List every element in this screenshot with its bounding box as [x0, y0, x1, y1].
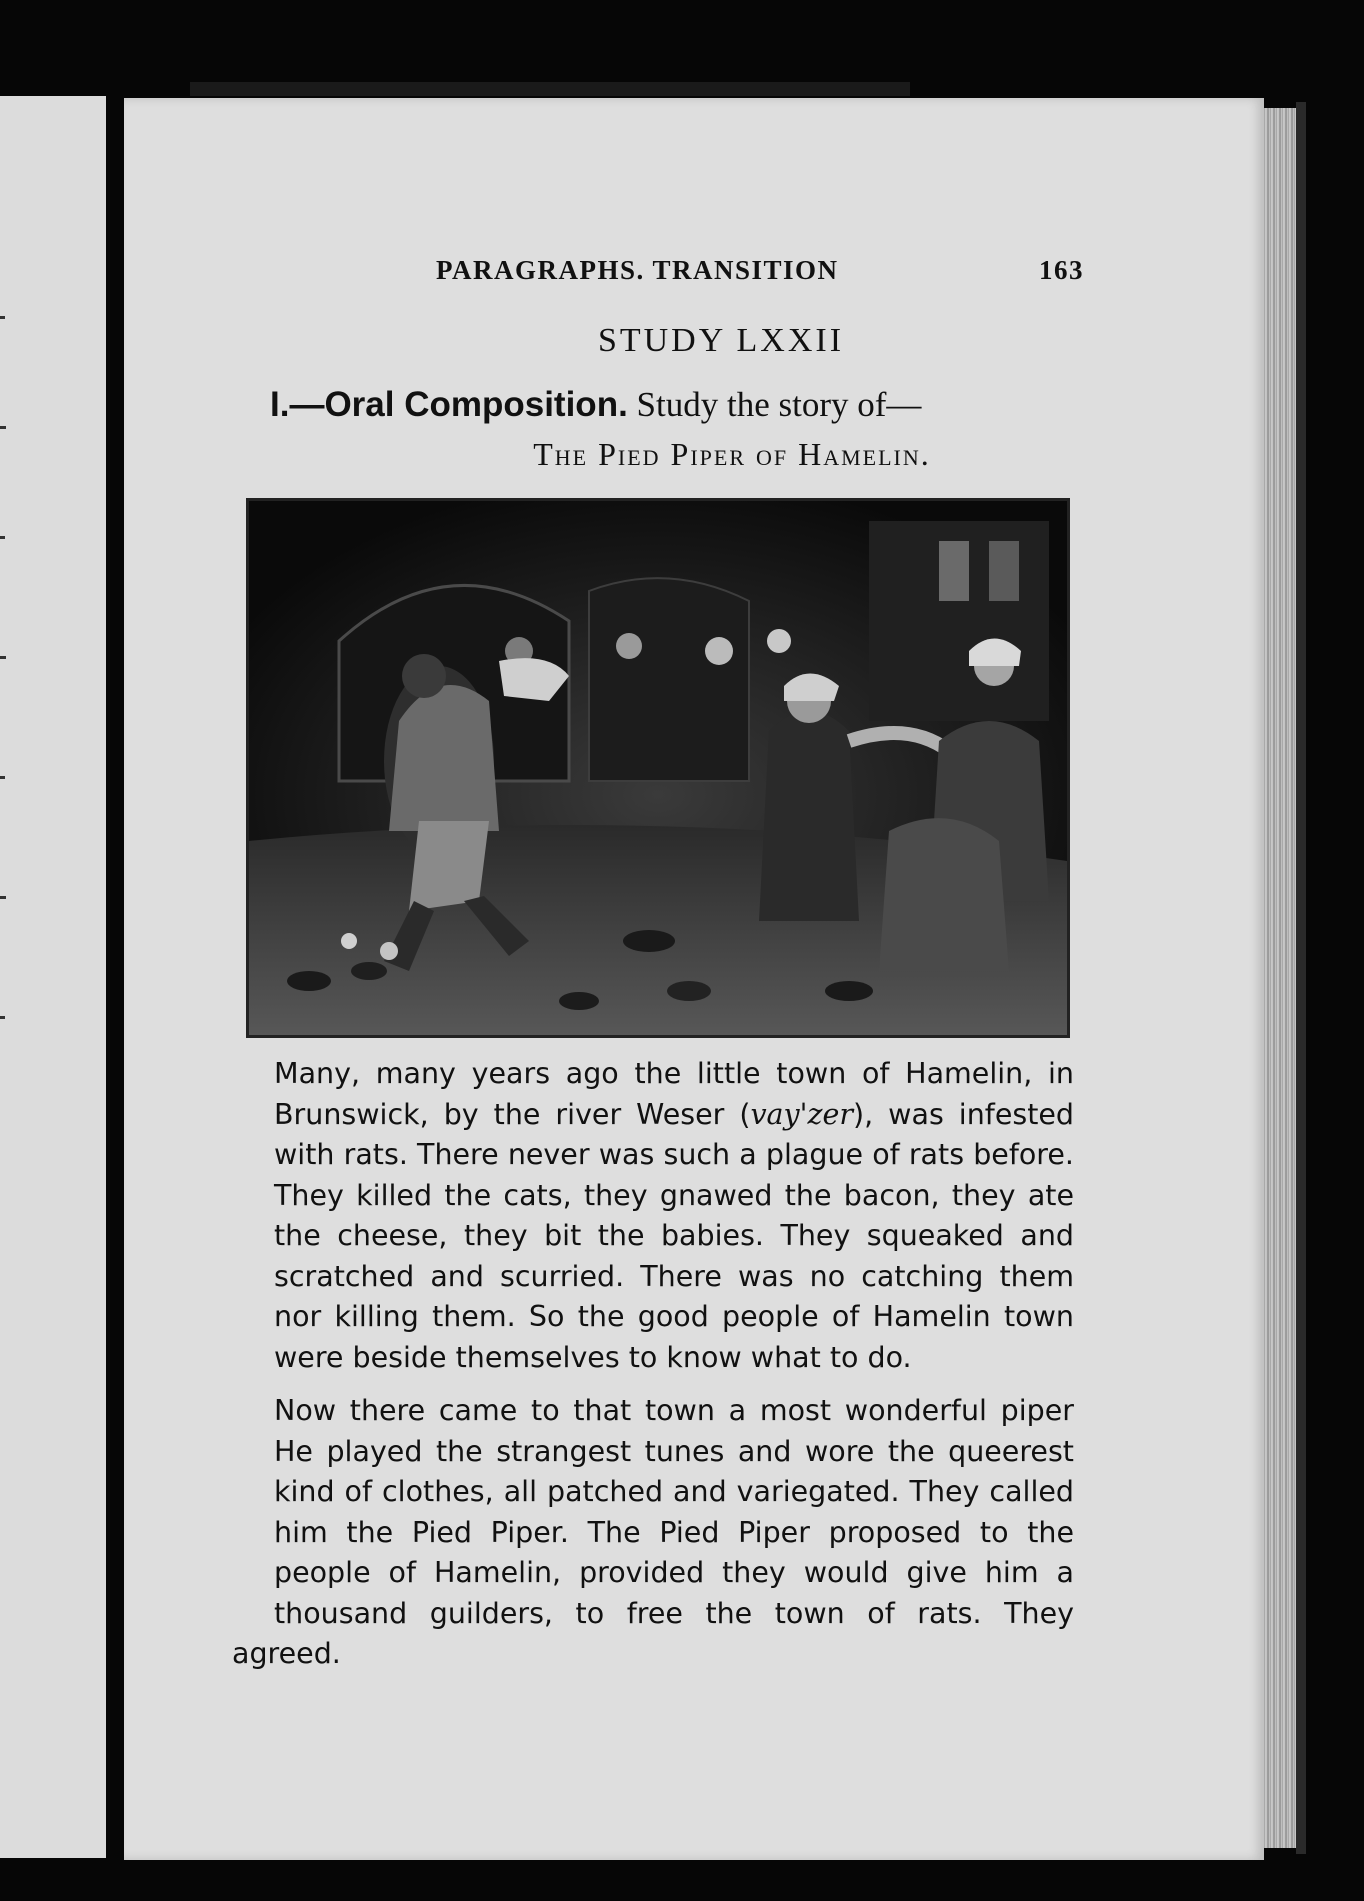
page-shadow [1296, 102, 1306, 1854]
text-line: him the Pied Piper. The Pied Piper proposed to the [274, 1515, 1074, 1549]
text-line: kind of clothes, all patched and variegated. They called [274, 1475, 1074, 1508]
text-line: nor killing them. So the good people of Hamelin town [274, 1300, 1074, 1333]
binding-strip [190, 82, 910, 96]
study-heading: STUDY LXXII [597, 322, 845, 359]
story-body [232, 1054, 1074, 1675]
text-line: Many, many years ago the little town of Hamelin, in [274, 1057, 1074, 1090]
text-line: the cheese, they bit the babies. They squeaked and [274, 1219, 1074, 1252]
text-line: scratched and scurried. There was no catching them [274, 1259, 1074, 1293]
text-run: Brunswick, by the river Weser ( [274, 1097, 751, 1131]
paragraph-1 [232, 1054, 1074, 1378]
section-label: I.—Oral Composition. [270, 385, 628, 424]
text-run: ), was infested [853, 1097, 1074, 1131]
text-line: They killed the cats, they gnawed the bacon, they ate [274, 1178, 1074, 1212]
section-instruction: Study the story of— [636, 385, 922, 424]
text-line: were beside themselves to know what to do. [274, 1340, 912, 1374]
story-title: The Pied Piper of Hamelin. [533, 436, 931, 472]
pronunciation-italic: vay'zer [750, 1097, 853, 1131]
text-line: He played the strangest tunes and wore the queerest [274, 1434, 1074, 1468]
left-facing-page-edge [0, 96, 106, 1858]
text-line [232, 1095, 1074, 1136]
text-line: people of Hamelin, provided they would give him a [274, 1556, 1074, 1589]
page-number: 163 [1039, 255, 1084, 285]
pied-piper-illustration [246, 498, 1070, 1038]
section-heading [270, 385, 1170, 425]
text-line: thousand guilders, to free the town of rats. They agreed. [232, 1596, 1074, 1670]
running-header [436, 255, 1084, 295]
paragraph-2 [232, 1391, 1074, 1675]
illustration-artwork [249, 501, 1067, 1035]
left-page-text-fragments [0, 96, 10, 1858]
text-line: with rats. There never was such a plague of rats before. [274, 1138, 1074, 1171]
running-head-title: PARAGRAPHS. TRANSITION [436, 255, 839, 285]
text-line: Now there came to that town a most wonderful piper [274, 1394, 1074, 1427]
